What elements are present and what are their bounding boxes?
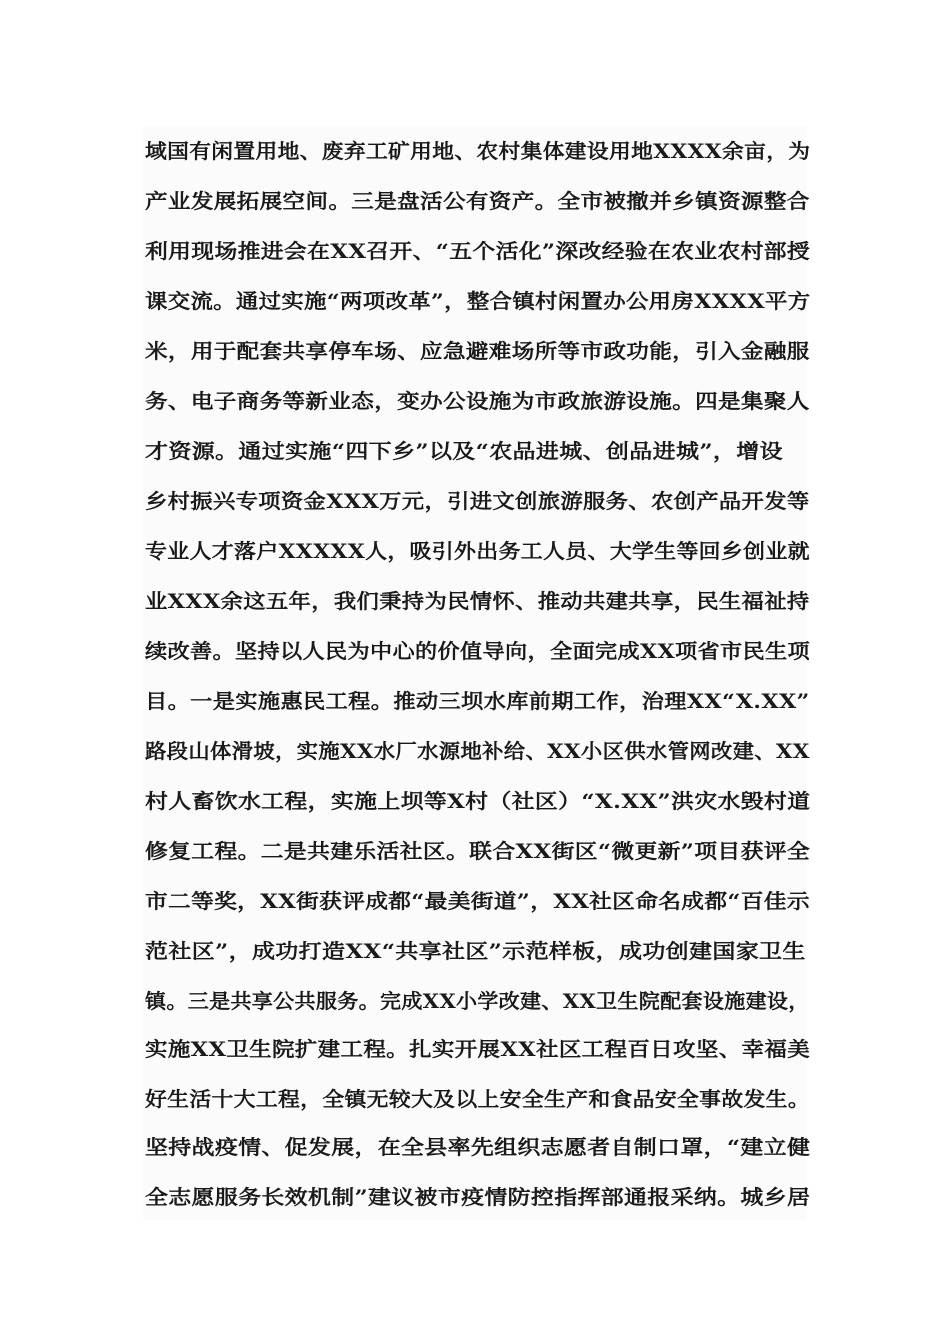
paragraph-line-6: 务、电子商务等新业态，变办公设施为市政旅游设施。四是集聚人 — [145, 389, 810, 413]
paragraph-line-7: 才资源。通过实施“四下乡”以及“农品进城、创品进城”，增设 — [145, 439, 783, 463]
paragraph-line-5: 米，用于配套共享停车场、应急避难场所等市政功能，引入金融服 — [145, 339, 810, 363]
paragraph-line-9: 专业人才落户XXXXX人，吸引外出务工人员、大学生等回乡创业就 — [145, 539, 810, 563]
paragraph-line-18: 镇。三是共享公共服务。完成XX小学改建、XX卫生院配套设施建设， — [145, 989, 810, 1013]
paragraph-line-2: 产业发展拓展空间。三是盘活公有资产。全市被撤并乡镇资源整合 — [145, 189, 810, 213]
paragraph-line-13: 路段山体滑坡，实施XX水厂水源地补给、XX小区供水管网改建、XX — [145, 739, 810, 763]
paragraph-line-3: 利用现场推进会在XX召开、“五个活化”深改经验在农业农村部授 — [145, 239, 811, 263]
paragraph-line-21: 坚持战疫情、促发展，在全县率先组织志愿者自制口罩，“建立健 — [145, 1135, 811, 1159]
paragraph-line-12: 目。一是实施惠民工程。推动三坝水库前期工作，治理XX“X.XX” — [145, 689, 810, 713]
paragraph-line-11: 续改善。坚持以人民为中心的价值导向，全面完成XX项省市民生项 — [145, 639, 811, 663]
paragraph-line-22: 全志愿服务长效机制”建议被市疫情防控指挥部通报采纳。城乡居 — [145, 1185, 811, 1209]
paragraph-line-1: 域国有闲置用地、废弃工矿用地、农村集体建设用地XXXX余亩，为 — [145, 139, 811, 163]
paragraph-line-17: 范社区”，成功打造XX“共享社区”示范样板，成功创建国家卫生 — [145, 939, 806, 963]
paragraph-line-16: 市二等奖，XX街获评成都“最美街道”，XX社区命名成都“百佳示 — [145, 889, 810, 913]
paragraph-line-20: 好生活十大工程，全镇无较大及以上安全生产和食品安全事故发生。 — [145, 1087, 810, 1111]
paragraph-line-8: 乡村振兴专项资金XXX万元，引进文创旅游服务、农创产品开发等 — [145, 489, 810, 513]
paragraph-line-19: 实施XX卫生院扩建工程。扎实开展XX社区工程百日攻坚、幸福美 — [145, 1037, 811, 1061]
paragraph-line-14: 村人畜饮水工程，实施上坝等X村（社区）“X.XX”洪灾水毁村道 — [145, 789, 811, 813]
paragraph-line-15: 修复工程。二是共建乐活社区。联合XX街区“微更新”项目获评全 — [145, 839, 811, 863]
paragraph-line-10: 业XXX余这五年，我们秉持为民情怀、推动共建共享，民生福祉持 — [145, 589, 810, 613]
paragraph-line-4: 课交流。通过实施“两项改革”，整合镇村闲置办公用房XXXX平方 — [145, 289, 811, 313]
